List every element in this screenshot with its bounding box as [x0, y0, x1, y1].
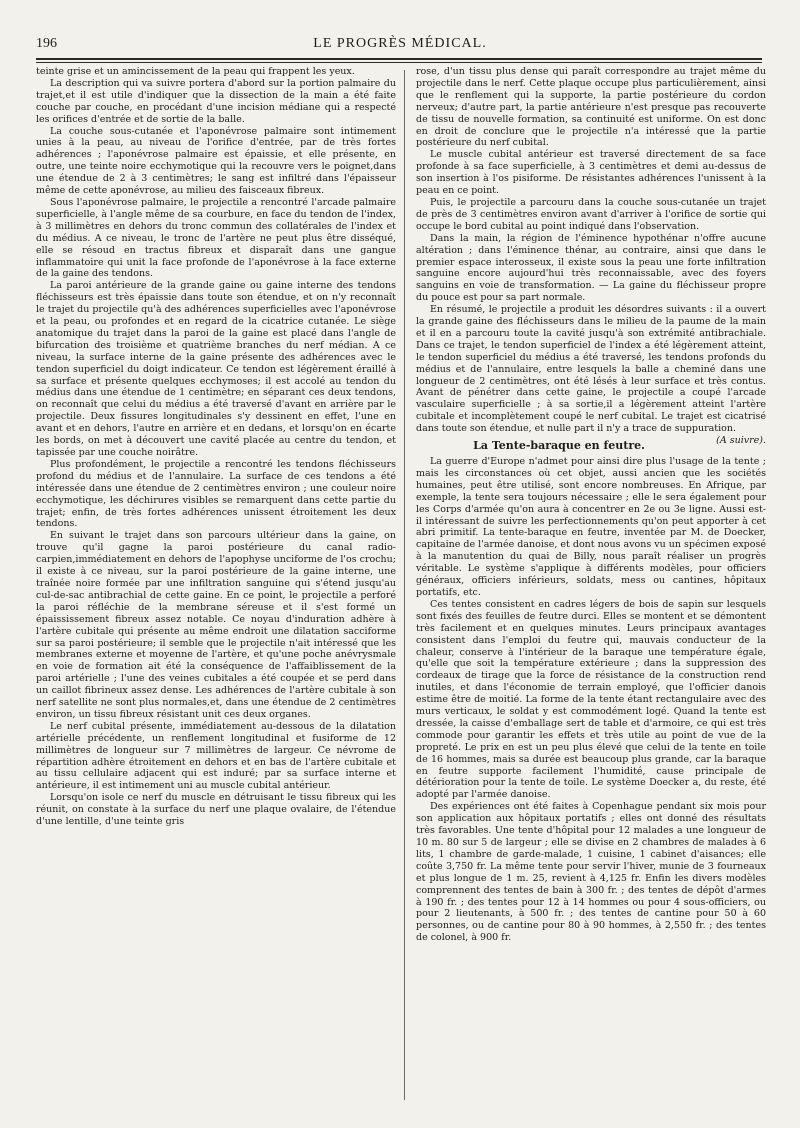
paragraph: Lorsqu'on isole ce nerf du muscle en détruisant le tissu fibreux qui les réunit, on constate à la surface du nerf une plaque ovalaire, de l'étendue d'une lentille, d'une teinte gris: [36, 792, 396, 828]
page-header: [36, 34, 764, 56]
paragraph: La guerre d'Europe n'admet pour ainsi dire plus l'usage de la tente ; mais les circonstances où cet objet, aussi ancien que les sociétés humaines, peut être utilisé, sont encore nombreuses. En Afrique, par exemple, la tente sera toujours nécessaire ; elle le sera également pour les Corps d'armée qu'on aura à concentrer en 2e ou 3e ligne. Aussi est-il intéressant de suivre les perfectionnements qu'on peut apporter à cet abri primitif. La tente-baraque en feutre, inventée par M. de Doecker, capitaine de l'armée danoise, et dont nous avons vu un spécimen exposé à la manutention du quai de Billy, nous paraît réaliser un progrès véritable. Le système s'applique à différents modèles, pour officiers généraux, officiers inférieurs, soldats, mess ou cantines, hôpitaux portatifs, etc.: [416, 456, 766, 598]
section-title: La Tente-baraque en feutre.: [473, 439, 645, 453]
paragraph: La paroi antérieure de la grande gaine ou gaine interne des tendons fléchisseurs est très épaissie dans toute son étendue, et on n'y reconnaît le trajet du projectile qu'à des adhérences superficielles avec l'aponévrose et la peau, ou profondes et en regard de la cicatrice cutanée. Le siège anatomique du trajet dans la paroi de la gaine est placé dans l'angle de bifurcation des troisième et quatrième branches du nerf médian. A ce niveau, la surface interne de la gaine présente des adhérences avec le tendon superficiel du doigt indicateur. Ce tendon est légèrement éraillé à sa surface et présente quelques ecchymoses; il est accolé au tendon du médius dans une étendue de 1 centimètre; en séparant ces deux tendons, on reconnaît que celui du médius a été traversé d'avant en arrière par le projectile. Deux fissures longitudinales s'y dessinent en effet, l'une en avant et en dehors, l'autre en arrière et en dedans, et lorsqu'on en écarte les bords, on met à découvert une cavité placée au centre du tendon, et tapissée par une couche noirâtre.: [36, 280, 396, 458]
paragraph: En suivant le trajet dans son parcours ultérieur dans la gaine, on trouve qu'il gagne la paroi postérieure du canal radio-carpien,immédiatement en dehors de l'apophyse unciforme de l'os crochu; il existe à ce niveau, sur la paroi postérieure de la gaine interne, une traînée noire formée par une infiltration sanguine qui s'étend jusqu'au cul-de-sac antibrachial de cette gaine. En ce point, le projectile a perforé la paroi réfléchie de la membrane séreuse et il s'est formé un épaississement fibreux assez notable. Ce noyau d'induration adhère à l'artère cubitale qui présente au même endroit une dilatation sacciforme sur sa paroi postérieure; il semble que le projectile n'ait intéressé que les membranes externe et moyenne de l'artère, et qu'une poche anévrysmale en voie de formation ait été la conséquence de l'affaiblissement de la paroi artérielle ; l'une des veines cubitales a été coupée et se perd dans un caillot fibrineux assez dense. Les adhérences de l'artère cubitale à son nerf satellite ne sont plus normales,et, dans une étendue de 2 centimètres environ, un tissu fibreux résistant unit ces deux organes.: [36, 530, 396, 720]
header-rule: [36, 58, 762, 60]
paragraph: Le muscle cubital antérieur est traversé directement de sa face profonde à sa face superficielle, à 3 centimètres et demi au-dessus de son insertion à l'os pisiforme. De résistantes adhérences l'unissent à la peau en ce point.: [416, 149, 766, 197]
column-divider: [404, 70, 405, 1100]
summary-text: En résumé, le projectile a produit les désordres suivants : il a ouvert la grande gaine des fléchisseurs dans le milieu de la paume de la main et il en a parcouru toute la cavité jusqu'à son extrémité antibrachiale. Dans ce trajet, le tendon superficiel de l'index a été légèrement atteint, le tendon superficiel du médius a été traversé, les tendons profonds du médius et de l'annulaire, entre lesquels la balle a cheminé dans une longueur de 2 centimètres, ont été lésés à leur surface et très contus. Avant de pénétrer dans cette gaine, le projectile a coupé l'arcade vasculaire superficielle ; à sa sortie,il a légèrement atteint l'artère cubitale et incomplètement coupé le nerf cubital. Le trajet est cicatrisé dans toute son étendue, et nulle part il n'y a trace de suppuration.: [416, 304, 766, 435]
left-column: [36, 66, 396, 828]
right-column: [416, 66, 766, 944]
paragraph: Le nerf cubital présente, immédiatement au-dessous de la dilatation artérielle précédente, un renflement longitudinal et fusiforme de 12 millimètres de longueur sur 7 millimètres de largeur. Ce névrome de répartition adhère étroitement en dehors et en bas de l'artère cubitale et au tissu cellulaire adjacent qui est induré; par sa surface interne et antérieure, il est intimement uni au muscle cubital antérieur.: [36, 720, 396, 792]
page-number: 196: [36, 36, 57, 51]
paragraph: Des expériences ont été faites à Copenhague pendant six mois pour son application aux hôpitaux portatifs ; elles ont donné des résultats très favorables. Une tente d'hôpital pour 12 malades a une longueur de 10 m. 80 sur 5 de largeur ; elle se divise en 2 chambres de malades à 6 lits, 1 chambre de garde-malade, 1 cuisine, 1 cabinet d'aisances; elle coûte 3,750 fr. La même tente pour servir l'hiver, munie de 3 fourneaux et plus longue de 1 m. 25, revient à 4,125 fr. Enfin les divers modèles comprennent des tentes de bain à 300 fr. ; des tentes de dépôt d'armes à 190 fr. ; des tentes pour 12 à 14 hommes ou pour 4 sous-officiers, ou pour 2 lieutenants, à 500 fr. ; des tentes de cantine pour 50 à 60 personnes, ou de cantine pour 80 à 90 hommes, à 2,550 fr. ; des tentes de colonel, à 900 fr.: [416, 801, 766, 944]
paragraph: Dans la main, la région de l'éminence hypothénar n'offre aucune altération ; dans l'éminence thénar, au contraire, ainsi que dans le premier espace interosseux, il existe sous la peau une forte infiltration sanguine encore aujourd'hui très reconnaissable, avec des foyers sanguins en voie de transformation. — La gaine du fléchisseur propre du pouce est pour sa part normale.: [416, 232, 766, 304]
paragraph: teinte grise et un amincissement de la peau qui frappent les yeux.: [36, 66, 355, 77]
paragraph: Puis, le projectile a parcouru dans la couche sous-cutanée un trajet de près de 3 centimètres environ avant d'arriver à l'orifice de sortie qui occupe le bord cubital au point indiqué dans l'observation.: [416, 196, 766, 232]
paragraph: Ces tentes consistent en cadres légers de bois de sapin sur lesquels sont fixés des feuilles de feutre durci. Elles se montent et se démontent très facilement et en quelques minutes. Leurs principaux avantages consistent dans l'emploi du feutre qui, mauvais conducteur de la chaleur, conserve à l'intérieur de la baraque une température égale, qu'elle que soit la température extérieure ; dans la suppression des cordeaux de tirage que la force de résistance de la construction rend inutiles, et dans l'économie de terrain employé, que l'officier danois estime être de moitié. La forme de la tente étant rectangulaire avec des murs verticaux, le soldat y est commodément logé. Quand la tente est dressée, la caisse d'emballage sert de table et d'armoire, ce qui est très commode pour garantir les effets et très utile au point de vue de la propreté. Le prix en est un peu plus élevé que celui de la tente en toile de 16 hommes, mais sa durée est beaucoup plus grande, car la baraque en feutre supporte facilement l'humidité, cause principale de détérioration pour la tente de toile. Le système Doecker a, du reste, été adopté par l'armée danoise.: [416, 598, 766, 801]
journal-title: LE PROGRÈS MÉDICAL.: [313, 36, 487, 51]
header-rule-thin: [36, 62, 762, 63]
paragraph: rose, d'un tissu plus dense qui paraît correspondre au trajet même du projectile dans le nerf. Cette plaque occupe plus particulièrement, ainsi que le renflement qui la supporte, la partie postérieure du cordon nerveux; d'autre part, la partie antérieure n'est presque pas recouverte de tissu de nouvelle formation, sa continuité est uniforme. On est donc en droit de conclure que le projectile n'a intéressé que la partie postérieure du nerf cubital.: [416, 66, 766, 149]
paragraph: La couche sous-cutanée et l'aponévrose palmaire sont intimement unies à la peau, au niveau de l'orifice d'entrée, par de très fortes adhérences ; l'aponévrose palmaire est épaissie, et elle présente, en outre, une teinte noire ecchymotique qui la recouvre vers le poignet,dans une étendue de 2 à 3 centimètres; le sang est infiltré dans l'épaisseur même de cette aponévrose, au milieu des faisceaux fibreux.: [36, 125, 396, 197]
paragraph: Sous l'aponévrose palmaire, le projectile a rencontré l'arcade palmaire superficielle, à l'angle même de sa courbure, en face du tendon de l'index, à 3 millimètres en dehors du tronc commun des collatérales de l'index et du médius. A ce niveau, le tronc de l'artère ne peut plus être disséqué, elle se résoud en tractus fibreux et disparaît dans une gangue inflammatoire qui unit la face profonde de l'aponévrose à la face externe de la gaine des tendons.: [36, 196, 396, 280]
paragraph: Plus profondément, le projectile a rencontré les tendons fléchisseurs profond du médius et de l'annulaire. La surface de ces tendons a été intéressée dans une étendue de 2 centimètres environ ; une couleur noire ecchymotique, les déchirures visibles se remarquent dans cette partie du trajet; enfin, de très fortes adhérences unissent étroitement les deux tendons.: [36, 458, 396, 530]
continued-note: (A suivre).: [716, 435, 766, 447]
paragraph: La description qui va suivre portera d'abord sur la portion palmaire du trajet,et il est utile d'indiquer que la dissection de la main a été faite couche par couche, en procédant d'une incision médiane qui a respecté les orifices d'entrée et de sortie de la balle.: [36, 77, 396, 125]
